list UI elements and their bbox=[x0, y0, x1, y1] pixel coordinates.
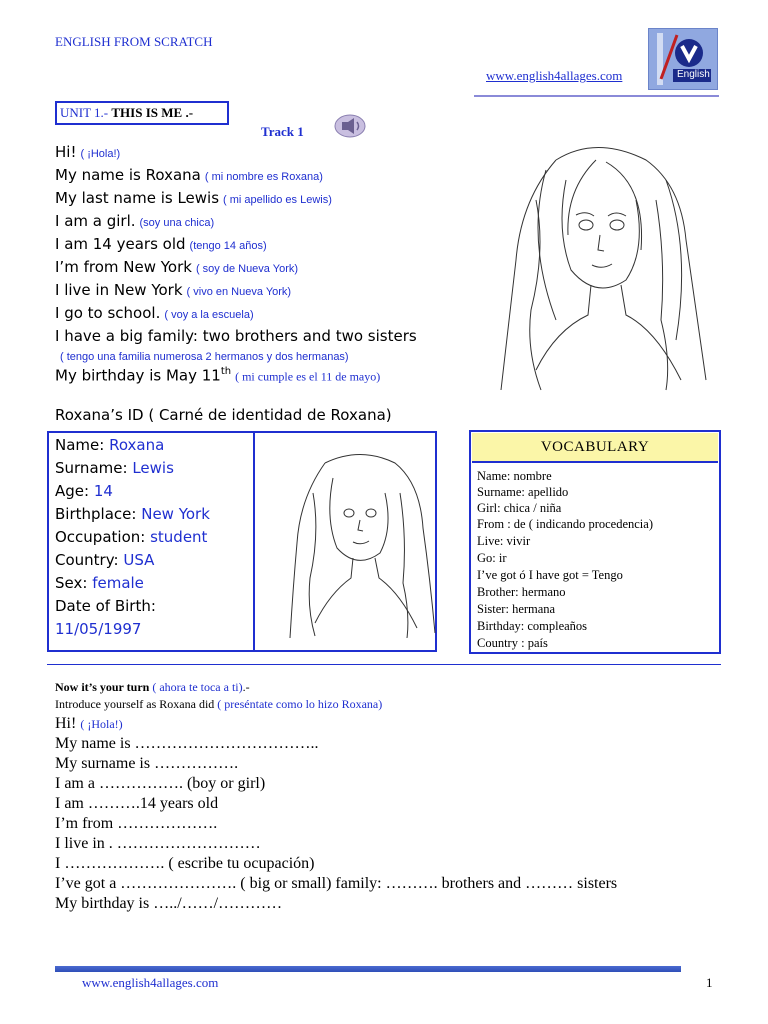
vocab-item: Name: nombre bbox=[477, 469, 552, 483]
exercise-line[interactable]: I’ve got a …………………. ( big or small) family: ………. brothers and ……… sisters bbox=[55, 875, 618, 892]
footer-url-link[interactable]: www.english4allages.com bbox=[82, 975, 219, 990]
vocab-item: Live: vivir bbox=[477, 534, 531, 548]
id-field-country: Country: USA bbox=[55, 551, 155, 569]
page-number: 1 bbox=[706, 975, 713, 990]
id-field-age: Age: 14 bbox=[55, 482, 113, 500]
exercise-line[interactable]: My birthday is …../……/………… bbox=[55, 895, 283, 912]
id-photo-sketch bbox=[285, 448, 437, 640]
exercise-line[interactable]: I’m from ………………. bbox=[55, 815, 218, 832]
intro-line: I live in New York ( vivo en Nueva York) bbox=[55, 281, 292, 299]
intro-line: Hi! ( ¡Hola!) bbox=[55, 143, 121, 161]
id-card-divider bbox=[253, 431, 255, 652]
intro-line: My name is Roxana ( mi nombre es Roxana) bbox=[55, 166, 323, 184]
vocab-item: Sister: hermana bbox=[477, 602, 556, 616]
track-label: Track 1 bbox=[261, 124, 304, 139]
unit-prefix: UNIT 1.- bbox=[60, 105, 109, 120]
id-field-birthplace: Birthplace: New York bbox=[55, 505, 210, 523]
id-field-name: Name: Roxana bbox=[55, 436, 165, 454]
id-field-occupation: Occupation: student bbox=[55, 528, 208, 546]
intro-line: My birthday is May 11th ( mi cumple es el 11 de mayo) bbox=[55, 366, 381, 385]
audio-speaker-icon[interactable] bbox=[333, 112, 367, 138]
vocab-item: Brother: hermano bbox=[477, 585, 566, 599]
header-title: ENGLISH FROM SCRATCH bbox=[55, 34, 213, 49]
exercise-instructions: Introduce yourself as Roxana did ( preséntate como lo hizo Roxana) bbox=[55, 697, 383, 711]
exercise-line[interactable]: My surname is ……………. bbox=[55, 755, 239, 772]
exercise-line[interactable]: I live in . ……………………… bbox=[55, 835, 261, 852]
intro-line: My last name is Lewis ( mi apellido es Lewis) bbox=[55, 189, 332, 207]
vocab-item: Country : país bbox=[477, 636, 548, 650]
unit-suffix: .- bbox=[185, 105, 194, 120]
intro-line-translation: ( tengo una familia numerosa 2 hermanos y dos hermanas) bbox=[60, 351, 349, 363]
intro-line: I’m from New York ( soy de Nueva York) bbox=[55, 258, 299, 276]
vocab-item: Surname: apellido bbox=[477, 485, 569, 499]
girl-portrait-sketch bbox=[496, 140, 712, 394]
vocab-item: From : de ( indicando procedencia) bbox=[477, 517, 653, 531]
header-url-link[interactable]: www.english4allages.com bbox=[486, 68, 623, 83]
id-field-sex: Sex: female bbox=[55, 574, 144, 592]
footer-bar bbox=[55, 966, 681, 972]
exercise-line: Hi! ( ¡Hola!) bbox=[55, 715, 123, 732]
intro-line: I am a girl. (soy una chica) bbox=[55, 212, 215, 230]
exercise-line[interactable]: I am ……….14 years old bbox=[55, 795, 219, 812]
exercise-line[interactable]: My name is …………………………….. bbox=[55, 735, 319, 752]
header-divider bbox=[474, 95, 719, 97]
your-turn-heading: Now it’s your turn ( ahora te toca a ti).- bbox=[55, 680, 250, 694]
logo-text: English bbox=[677, 69, 710, 80]
english-logo bbox=[648, 28, 718, 90]
intro-line: I have a big family: two brothers and two sisters bbox=[55, 327, 417, 345]
id-field-dob-label: Date of Birth: bbox=[55, 597, 156, 615]
id-field-dob-value: 11/05/1997 bbox=[55, 620, 142, 638]
id-field-surname: Surname: Lewis bbox=[55, 459, 174, 477]
unit-title-box bbox=[55, 101, 229, 125]
unit-title: THIS IS ME bbox=[111, 105, 183, 120]
exercise-line[interactable]: I ………………. ( escribe tu ocupación) bbox=[55, 855, 315, 872]
vocabulary-heading: VOCABULARY bbox=[472, 433, 718, 463]
exercise-line[interactable]: I am a ……………. (boy or girl) bbox=[55, 775, 266, 792]
vocab-item: I’ve got ó I have got = Tengo bbox=[477, 568, 623, 582]
intro-line: I go to school. ( voy a la escuela) bbox=[55, 304, 254, 322]
id-card-title: Roxana’s ID ( Carné de identidad de Roxana) bbox=[55, 406, 392, 424]
intro-line: I am 14 years old (tengo 14 años) bbox=[55, 235, 267, 253]
vocab-item: Girl: chica / niña bbox=[477, 501, 562, 515]
vocab-item: Go: ir bbox=[477, 551, 507, 565]
section-divider bbox=[47, 664, 721, 665]
vocab-item: Birthday: compleaños bbox=[477, 619, 588, 633]
